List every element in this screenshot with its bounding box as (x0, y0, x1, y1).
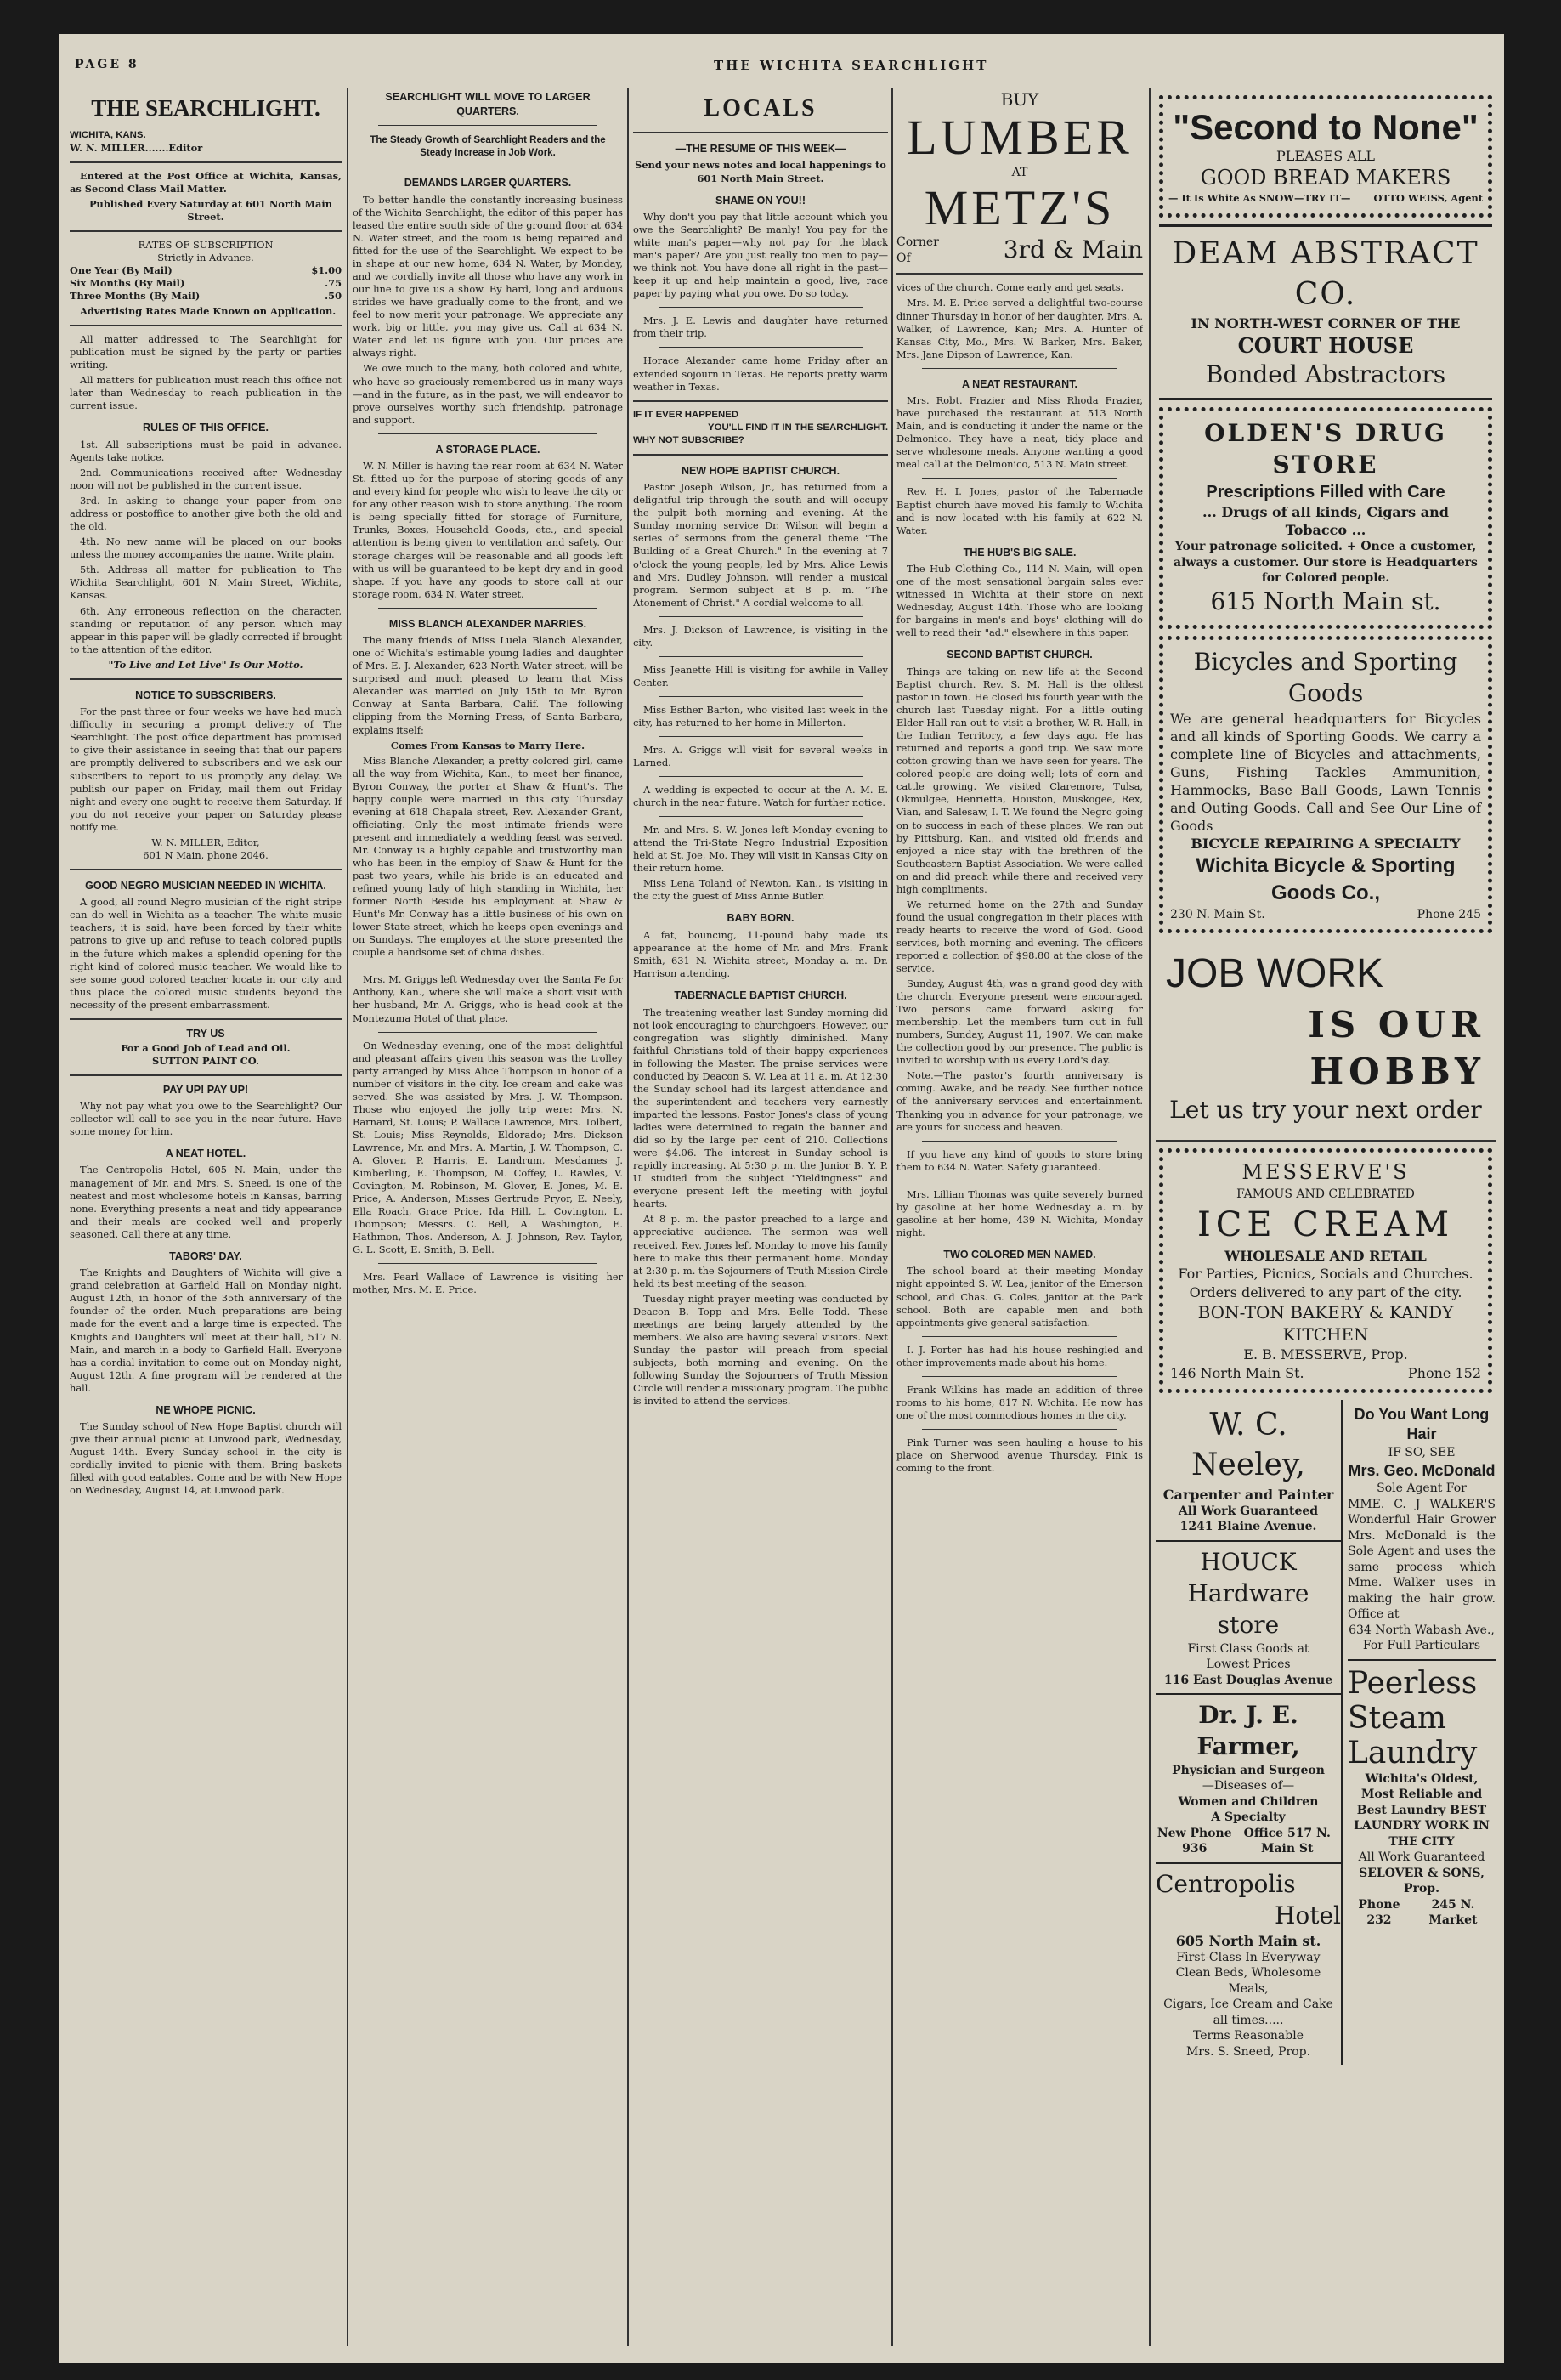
local-item: Rev. H. I. Jones, pastor of the Tabernacle Baptist church have moved his family to Wichita and is now located with his family at 622 N. Water. (896, 485, 1143, 536)
marries-body: The many friends of Miss Luela Blanch Alexander, one of Wichita's estimable young ladies and daughter of Mrs. E. J. Alexander, 623 North Water street, will be surprised and much pleased to learn that Miss Alexander was married on July 15th to Mr. Byron Conway at Santa Barbara, Calif. The following clipping from the Morning Press, of Santa Barbara, explains itself: (353, 634, 623, 736)
second-none: "Second to None" (1173, 107, 1479, 147)
peerless-addr: 245 N. Market (1428, 1897, 1478, 1927)
local-item: If you have any kind of goods to store bring them to 634 N. Water. Safety guaranteed. (896, 1148, 1143, 1173)
mess-prop: E. B. MESSERVE, Prop. (1243, 1346, 1408, 1363)
column-4 (896, 88, 1143, 2346)
divider (70, 230, 342, 232)
bike-addr: 230 N. Main St. (1170, 907, 1265, 921)
born-title: BABY BORN. (727, 912, 795, 925)
lumber-loc: 3rd & Main (1003, 235, 1143, 264)
demands-body: To better handle the constantly increasing business of the Wichita Searchlight, the editor of this paper has leased the entire south side of the ground floor at 634 N. Water street, and the room is being repaired and fitted for the use of the Searchlight. We expect to be in shape at our new home, 634 N. Water, by Monday, and we cordially invite all those who have any work in our line to give us a show. By hard, long and arduous strides we have gradually come to the front, and we feel to now merit your patronage. We appreciate any work, big or little, you may give us. Call at 634 N. Water and let us figure with you. Our prices are always right. (353, 193, 623, 360)
musician-title: GOOD NEGRO MUSICIAN NEEDED IN WICHITA. (85, 879, 326, 892)
newhope-title: NEW HOPE BAPTIST CHURCH. (681, 464, 840, 477)
divider (922, 1141, 1117, 1142)
lumber-word: LUMBER (907, 110, 1133, 166)
farmer-title: Physician and Surgeon (1172, 1763, 1325, 1777)
divider (378, 1263, 597, 1264)
divider (70, 162, 342, 163)
centro-cigars: Cigars, Ice Cream and Cake (1163, 1998, 1333, 2012)
bike-foot (1170, 907, 1481, 922)
local-item: Mrs. M. E. Price served a delightful two-course dinner Thursday in honor of her daughter, Mrs. A. Walker, of Lawrence, Kan; Mrs. A. Hunter of Kansas City, Mo., Mrs. W. Barker, Mrs. Baker, Mrs. Jane Dipson of Lawrence, Kan. (896, 297, 1143, 360)
farmer-office: Office 517 N. Main St (1243, 1826, 1331, 1856)
local-item: Mrs. Lillian Thomas was quite severely burned by gasoline at her home Wednesday a. m. by gasoline at her home, 439 N. Wichita, Monday night. (896, 1187, 1143, 1238)
ifever-1: IF IT EVER HAPPENED (633, 409, 739, 420)
bike-repair: BICYCLE REPAIRING A SPECIALTY (1191, 836, 1461, 853)
hair-body: MME. C. J WALKER'S Wonderful Hair Grower Mrs. McDonald is the Sole Agent and uses the same process which Mme. Walker uses in making the hair grow. Office at (1348, 1497, 1496, 1622)
bottom-ads-left (1156, 1400, 1343, 2065)
farmer-dis: —Diseases of— (1202, 1779, 1295, 1794)
second-body-2: We returned home on the 27th and Sunday found the usual congregation in their places with ready hearts to receive the word of God. Good services, both morning and evening. The officers reported a collection of $98.80 at the close of the service. (896, 898, 1143, 975)
second-body-4: Note.—The pastor's fourth anniversary is coming. Awake, and be ready. See further notice of the anniversary services and entertainment. Thanking you in advance for your patronage, we are yours for success and heaven. (896, 1069, 1143, 1133)
mess-bonton: BON-TON BAKERY & KANDY KITCHEN (1197, 1301, 1454, 1346)
rates-title: RATES OF SUBSCRIPTION (138, 238, 274, 251)
houck-goods: First Class Goods at (1187, 1641, 1309, 1656)
farmer-spec: A Specialty (1211, 1810, 1286, 1825)
neeley-trade: Carpenter and Painter (1162, 1486, 1334, 1503)
notice-sign: W. N. MILLER, Editor, (151, 836, 260, 848)
rule-item: 3rd. In asking to change your paper from one address or postoffice to another give both the old and the old. (70, 495, 342, 533)
payup-title: PAY UP! PAY UP! (162, 1084, 249, 1096)
lumber-location (896, 235, 1143, 266)
neeley-guar: All Work Guaranteed (1178, 1504, 1319, 1518)
marries-body-2: Miss Blanche Alexander, a pretty colored girl, came all the way from Wichita, Kan., to meet her finance, Byron Conway, the porter at Shaw & Hunt's. The happy couple were married in this city Thursday evening at 618 Chapala street, Rev. Alexander Grant, officiating. Only the most intimate friends were present and immediately a wedding feast was served. Mr. Conway is a highly capable and trustworthy man who has been in the employ of Shaw & Hunt for the past two years, while his bride is an educated and refined young lady of high standing in Wichita, her former North Beside his employment at Shaw & Hunt's Mr. Conway has a little business of his own on lower State street, which he keeps open evenings and on Sundays. The employes at the store presented the couple a handsome set of china dishes. (353, 754, 623, 959)
mess-whole: WHOLESALE AND RETAIL (1224, 1248, 1427, 1265)
peerless-3: Laundry (1348, 1736, 1478, 1771)
mess-ice: ICE CREAM (1196, 1204, 1455, 1244)
rule-item: 5th. Address all matter for publication to The Wichita Searchlight, 601 N. Main Street, Wichita, Kansas. (70, 564, 342, 602)
send-news: Send your news notes and local happenings to 601 North Main Street. (635, 159, 886, 184)
divider (70, 325, 342, 326)
centropolis-ad (1156, 1864, 1341, 2065)
divider (1156, 1140, 1496, 1142)
divider (659, 307, 863, 308)
olden-addr: 615 North Main st. (1210, 586, 1441, 615)
storage-body: W. N. Miller is having the rear room at 634 N. Water St. fitted up for the purpose of storing goods of any and every kind for people who wish to leave the city or for any other reason wish to store anything. The room is being specially fitted for storage of Furniture, Trunks, Boxes, Household Goods, etc., and special attention is being given to ventilation and safety. Our storage charges will be reasonable and all goods left with us will be guaranteed to be kept dry and in good shape. If you have any goods to store call at our storage room, 634 N. Water street. (353, 460, 623, 600)
picnic-title: NE WHOPE PICNIC. (156, 1403, 256, 1416)
hub-body: The Hub Clothing Co., 114 N. Main, will open one of the most sensational bargain sales ever witnessed in Wichita at their store on next Wednesday, August 14th. Those who are looking for bargains in men's and boys' clothing will do well to read their "ad." elsewhere in this paper. (896, 563, 1143, 639)
bottom-ads-right (1343, 1400, 1496, 2065)
local-item: A wedding is expected to occur at the A. M. E. church in the near future. Watch for further notice. (633, 784, 888, 809)
editor-line: W. N. MILLER.......Editor (70, 141, 203, 154)
rules-title: RULES OF THIS OFFICE. (143, 422, 269, 434)
lumber-ad (896, 88, 1143, 266)
divider (896, 273, 1143, 275)
divider (922, 1336, 1117, 1337)
rest-body: Mrs. Robt. Frazier and Miss Rhoda Frazier, have purchased the restaurant at 513 North Main, and is conducting it under the name or the Delmonico. They have a neat, tidy place and serve wholesome meals. Anyone wanting a good meal call at the Delmonico, 513 N. Main street. (896, 394, 1143, 471)
divider (922, 1429, 1117, 1430)
peerless-phone: Phone 232 (1358, 1897, 1400, 1927)
farmer-name: Dr. J. E. Farmer, (1196, 1701, 1300, 1760)
deam-ad (1159, 224, 1492, 400)
olden-ad (1159, 407, 1492, 629)
move-sub: The Steady Growth of Searchlight Readers and the Steady Increase in Job Work. (370, 135, 606, 159)
job-3: Let us try your next order (1169, 1096, 1482, 1125)
page-label: PAGE 8 (75, 58, 139, 71)
houck-prices: Lowest Prices (1206, 1658, 1291, 1672)
sutton-name: SUTTON PAINT CO. (151, 1055, 260, 1068)
griggs-item: Mrs. M. Griggs left Wednesday over the Santa Fe for Anthony, Kan., where she will make a short visit with her husband, Mr. A. Griggs, who is head cook at the Montezuma Hotel of that place. (353, 973, 623, 1024)
divider (378, 608, 597, 609)
farmer-women: Women and Children (1178, 1794, 1319, 1809)
divider (659, 347, 863, 348)
peerless-body: Wichita's Oldest, Most Reliable and Best Laundry BEST LAUNDRY WORK IN THE CITY (1354, 1771, 1490, 1849)
rates-list (70, 264, 342, 303)
local-item: Horace Alexander came home Friday after an extended sojourn in Texas. He reports pretty warm weather in Texas. (633, 354, 888, 393)
job-1: JOB WORK (1166, 951, 1384, 997)
wallace-item: Mrs. Pearl Wallace of Lawrence is visiting her mother, Mrs. M. E. Price. (353, 1271, 623, 1296)
rate-row: Six Months (By Mail) .75 (70, 277, 342, 290)
centro-name1: Centropolis (1156, 1869, 1296, 1898)
mess-famous: FAMOUS AND CELEBRATED (1236, 1187, 1415, 1202)
bread-ad (1159, 95, 1492, 218)
job-2: IS OUR HOBBY (1308, 1003, 1485, 1093)
farmer-ad (1156, 1695, 1341, 1864)
centro-prop: Mrs. S. Sneed, Prop. (1185, 2044, 1311, 2059)
mess-orders: Orders delivered to any part of the city. (1189, 1284, 1462, 1300)
tab-title: TABERNACLE BAPTIST CHURCH. (674, 989, 847, 1002)
deam-bonded: Bonded Abstractors (1205, 360, 1446, 388)
newspaper-name: THE WICHITA SEARCHLIGHT (714, 58, 989, 73)
newhope-body: Pastor Joseph Wilson, Jr., has returned from a delightful trip through the south and will occupy the pulpit both morning and evening. At the Sunday morning service Dr. Wilson will begin a series of sermons from the general theme "The Building of a Great Church." In the evening at 7 o'clock the young people, led by Mrs. Alice Lewis and Mrs. Dudley Johnson, will render a musical program. Sermon subject at 8 p. m. "The Atonement of Christ." A cordial welcome to all. (633, 481, 888, 609)
local-item: Frank Wilkins has made an addition of three rooms to his home, 817 N. Wichita. He now has one of the most commodious homes in the city. (896, 1383, 1143, 1421)
mess-phone: Phone 152 (1407, 1364, 1481, 1381)
column-rule (347, 88, 348, 2346)
entered-note: Entered at the Post Office at Wichita, Kansas, as Second Class Mail Matter. (70, 169, 342, 195)
lumber-buy: BUY (1000, 89, 1039, 110)
houck-ad (1156, 1542, 1341, 1695)
rate-row: One Year (By Mail) $1.00 (70, 264, 342, 276)
peerless-guar: All Work Guaranteed (1358, 1850, 1485, 1865)
shame-title: SHAME ON YOU!! (715, 194, 806, 207)
tab-body-2: At 8 p. m. the pastor preached to a large and appreciative audience. The sermon was well received. Rev. Jones left Monday to move his family here to make this their permanent home. Monday at 2:30 p. m. the Sojourners of Truth Mission Circle held its best meeting of the season. (633, 1213, 888, 1289)
motto: "To Live and Let Live" Is Our Motto. (108, 658, 303, 671)
second-body: Things are taking on new life at the Second Baptist church. Rev. S. M. Hall is the oldest pastor in town. He closed his fourth year with the church last Tuesday night. For a little outing Elder Hall ran out to visit a brother, W. R. Hall, in the Indian Territory, a few days ago. He has returned and reports a good trip. We saw more cotton growing than we have seen for years. The colored people are doing well; lots of corn and cattle growing. We visited Claremore, Tulsa, Okmulgee, Henrietta, Houston, Muskogee, Rex, Vian, and Salesaw, I. T. We found the Negro going on to success in each of these places. We ran out by Pittsburg, Kan., and visited old friends and enjoyed a nice stay with the brethren of the Southeastern Baptist Association. We were called on and did preach while there and received very high compliments. (896, 665, 1143, 895)
tabors-body: The Knights and Daughters of Wichita will give a grand celebration at Garfield Hall on Monday night, August 12th, in honor of the 35th anniversary of the founder of the order. Much preparations are being made for the event and a large time is expected. The Knights and Daughters will meet at their hall, 517 N. Main, and march in a body to Garfield Hall. Everyone has a cordial invitation to come out on Monday night, August 12th. A fine program will be rendered at the hall. (70, 1266, 342, 1394)
local-item: Miss Lena Toland of Newton, Kan., is visiting in the city the guest of Miss Annie Butler. (633, 877, 888, 903)
party-item: On Wednesday evening, one of the most delightful and pleasant affairs given this season was the trolley party arranged by Miss Alice Thompson in honor of a number of visitors in the city. Ice cream and cake was served. She was assisted by Mrs. J. W. Thompson. Those who enjoyed the jolly trip were: Mrs. N. Barnard, St. Louis; P. Wallace Lawrence, Mrs. Tolbert, St. Louis; Miss Reynolds, Eldorado; Mrs. Dickson Lawrence, Mr. and Mrs. A. Martin, J. W. Thompson, C. A. Glover, P. Harris, E. Landrum, Mesdames J. Kimberling, E. Thompson, M. Coffey, L. Rawles, V. Covington, M. Robinson, M. Glover, E. Jones, M. E. Price, A. Anderson, Misses Gertrude Pryor, E. Neely, Ella Roach, Grace Price, Ida Hill, L. Covington, L. Thompson; Messrs. C. Bell, A. Washington, E. Hathmon, Thos. Anderson, A. J. Johnson, Rev. Taylor, G. L. Scott, E. Smith, B. Bell. (353, 1039, 623, 1256)
mess-addr: 146 North Main St. (1170, 1364, 1304, 1381)
column-ads (1156, 88, 1496, 2346)
olden-rx: Prescriptions Filled with Care (1206, 482, 1445, 502)
farmer-phone: New Phone 936 (1157, 1826, 1232, 1856)
address-note: All matter addressed to The Searchlight for publication must be signed by the party or parties writing. (70, 333, 342, 371)
divider (70, 869, 342, 870)
houck-addr: 116 East Douglas Avenue (1163, 1673, 1333, 1687)
centro-terms: Terms Reasonable (1192, 2029, 1304, 2043)
divider (659, 656, 863, 657)
bread-makers: GOOD BREAD MAKERS (1200, 166, 1451, 190)
tab-body-3: Tuesday night prayer meeting was conducted by Deacon B. Topp and Mrs. Belle Todd. These meetings are being largely attended by the members. We also are having several visitors. Next Sunday the pastor will preach from special subjects, both morning and evening. On the following Sunday the Sojourners of Truth Mission Circle will render a missionary program. The public is invited to attend the services. (633, 1292, 888, 1408)
divider (922, 1376, 1117, 1377)
sutton-title: TRY US (186, 1027, 225, 1040)
mess-foot (1170, 1364, 1481, 1382)
advertising-note: Advertising Rates Made Known on Application. (80, 305, 337, 318)
hair-sole: Sole Agent For (1377, 1482, 1467, 1496)
divider (70, 1018, 342, 1020)
centro-first: First-Class In Everyway (1176, 1950, 1321, 1964)
jobwork-ad (1159, 940, 1492, 1133)
notice-title: NOTICE TO SUBSCRIBERS. (135, 688, 276, 701)
centro-name2: Hotel (1274, 1901, 1341, 1930)
notice-addr: 601 N Main, phone 2046. (143, 848, 269, 861)
divider (70, 678, 342, 680)
column-rule (627, 88, 629, 2346)
divider (378, 125, 597, 126)
bottom-ads (1156, 1400, 1496, 2065)
ifever-3: WHY NOT SUBSCRIBE? (633, 434, 744, 445)
tabors-title: TABORS' DAY. (169, 1250, 242, 1262)
divider (659, 736, 863, 737)
local-item: Miss Jeanette Hill is visiting for awhile in Valley Center. (633, 663, 888, 688)
bike-phone: Phone 245 (1417, 907, 1481, 921)
born-body: A fat, bouncing, 11-pound baby made its appearance at the home of Mr. and Mrs. Frank Smith, 631 N. Wichita street, Monday a. m. Dr. Harrison attending. (633, 928, 888, 980)
divider (659, 696, 863, 697)
column-2 (353, 88, 623, 2346)
hair-ifso: IF SO, SEE (1388, 1446, 1456, 1460)
bike-title: Bicycles and Sporting Goods (1193, 647, 1458, 707)
divider (922, 368, 1117, 369)
rule-item: 1st. All subscriptions must be paid in advance. Agents take notice. (70, 438, 342, 464)
peerless-sons: SELOVER & SONS, Prop. (1359, 1866, 1485, 1896)
divider (633, 400, 888, 402)
olden-drugs: ... Drugs of all kinds, Cigars and Tobacco ... (1202, 504, 1449, 539)
move-title: SEARCHLIGHT WILL MOVE TO LARGER QUARTERS. (385, 91, 591, 117)
hair-addr: 634 North Wabash Ave., (1349, 1623, 1495, 1637)
rates-sub: Strictly in Advance. (157, 251, 254, 264)
second-body-3: Sunday, August 4th, was a grand good day with the church. Everyone present were encouraged. Two persons came forward asking for membership. Let the members turn out in full numbers, Sunday, August 11, 1907. We can make the collection good by our presence. The public is invited to worship with us every Lord's day. (896, 978, 1143, 1067)
houck-name: HOUCK (1200, 1547, 1297, 1576)
peerless-ad (1348, 1661, 1496, 1934)
hotel-body: The Centropolis Hotel, 605 N. Main, under the management of Mr. and Mrs. S. Sneed, is one of the neatest and most wholesome hotels in Kansas, barring none. Everything presents a neat and tidy appearance and their meals are cooked well and properly seasoned. Call there at any time. (70, 1164, 342, 1240)
divider (633, 454, 888, 456)
white-snow: — It Is White As SNOW—TRY IT— (1168, 191, 1351, 204)
bike-body: We are general headquarters for Bicycles and all kinds of Sporting Goods. We carry a complete line of Bicycles and attachments, Guns, Fishing Tackles Ammunition, Hammocks, Base Ball Goods, Lawn Tennis and Outing Goods. Call and See Our Line of Goods (1170, 710, 1481, 835)
centro-all: all times..... (1213, 2013, 1284, 2027)
bread-foot (1168, 192, 1483, 205)
place: WICHITA, KANS. (70, 129, 146, 140)
hair-title: Do You Want Long Hair (1354, 1405, 1490, 1443)
lumber-corner: Corner Of (896, 235, 939, 265)
messerve-ad (1159, 1148, 1492, 1392)
peerless-2: Steam (1348, 1700, 1447, 1736)
local-item: Mrs. J. Dickson of Lawrence, is visiting in the city. (633, 623, 888, 649)
column-rule (891, 88, 893, 2346)
neeley-name: W. C. Neeley, (1191, 1407, 1305, 1483)
local-item: vices of the church. Come early and get seats. (896, 281, 1124, 294)
sutton-sub: For a Good Job of Lead and Oil. (121, 1042, 291, 1055)
hotel-title: A NEAT HOTEL. (165, 1147, 246, 1159)
lumber-metz: METZ'S (924, 179, 1116, 235)
tab-body: The treatening weather last Sunday morning did not look encouraging to churchgoers. However, our congregation was slightly diminished. Many faithful Christians told of their happy experiences in following the Master. The praise services were conducted by Deacon S. W. Lea at 11 a. m. At 12:30 the Sunday school had its largest attendance and the superintendent and teachers very earnestly imparted the lessons. Pastor Jones's class of young ladies were determined to regain the banner and did so by the large per cent of 210. Collections were $4.06. The interest in Sunday school is rapidly increasing. At 5:30 p. m. the Junior B. Y. P. U. studied from the subject "Yieldingness" and everyone present left the meeting with joyful hearts. (633, 1006, 888, 1210)
bike-co: Wichita Bicycle & Sporting Goods Co., (1196, 854, 1456, 905)
olden-patronage: Your patronage solicited. + Once a customer, always a customer. Our store is Headquarters for Colored people. (1174, 540, 1478, 586)
local-item: Mr. and Mrs. S. W. Jones left Monday evening to attend the Tri-State Negro Industrial Exposition held at St. Joe, Mo. They will visit in Kansas City on their return home. (633, 824, 888, 875)
divider (659, 816, 863, 817)
storage-title: A STORAGE PLACE. (435, 443, 540, 456)
centro-beds: Clean Beds, Wholesome Meals, (1175, 1966, 1321, 1996)
centro-addr: 605 North Main st. (1175, 1932, 1321, 1949)
second-title: SECOND BAPTIST CHURCH. (947, 649, 1093, 661)
notice-body: For the past three or four weeks we have had much difficulty in securing a prompt delivery of The Searchlight. The post office department has promised to give their assistance in seeing that that our papers are promptly delivered to subscribers and we ask our subscribers to report to us promptly any delay. We publish our paper on Friday, mail them out Friday night and every one ought to receive them Saturday. If you do not receive your paper on Saturday please notify me. (70, 706, 342, 833)
lumber-at: AT (1011, 166, 1028, 180)
rate-row: Three Months (By Mail) .50 (70, 290, 342, 303)
divider (633, 132, 888, 133)
peerless-1: Peerless (1348, 1665, 1478, 1701)
column-1 (70, 88, 342, 2346)
marries-title: MISS BLANCH ALEXANDER MARRIES. (388, 617, 587, 630)
divider (70, 1074, 342, 1076)
bicycle-ad (1159, 636, 1492, 934)
divider (922, 1181, 1117, 1182)
neeley-ad (1156, 1400, 1341, 1542)
published-note: Published Every Saturday at 601 North Main Street. (88, 197, 333, 223)
neeley-addr: 1241 Blaine Avenue. (1179, 1520, 1317, 1534)
deadline-note: All matters for publication must reach this office not later than Wednesday to reach publication in the current issue. (70, 374, 342, 412)
rest-title: A NEAT RESTAURANT. (962, 377, 1077, 390)
deam-loc: IN NORTH-WEST CORNER OF THE (1191, 315, 1461, 332)
rule-item: 2nd. Communications received after Wednesday noon will not be published in the current issue. (70, 467, 342, 492)
mess-for: For Parties, Picnics, Socials and Churches. (1178, 1266, 1473, 1283)
hub-title: THE HUB'S BIG SALE. (963, 546, 1077, 558)
paper-title: THE SEARCHLIGHT. (91, 95, 320, 121)
musician-body: A good, all round Negro musician of the right stripe can do well in Wichita as a teacher. The white music teachers, it is said, have been forced by their white patrons to give up and refuse to teach colored pupils in the future which makes a splendid opening for the right kind of colored music teacher. We would like to see some good colored teacher locate in our city and thus place the colored music students beyond the necessity of the present embarrassment. (70, 896, 342, 1011)
local-item: Mrs. A. Griggs will visit for several weeks in Larned. (633, 744, 888, 769)
local-item: Mrs. J. E. Lewis and daughter have returned from their trip. (633, 314, 888, 340)
olden-name: OLDEN'S DRUG STORE (1204, 418, 1447, 479)
deam-court: COURT HOUSE (1237, 333, 1414, 359)
divider (378, 1032, 597, 1033)
pleases: PLEASES ALL (1275, 148, 1376, 165)
divider (922, 478, 1117, 479)
divider (659, 776, 863, 777)
deam-name: DEAM ABSTRACT CO. (1172, 236, 1479, 312)
marries-sub: Comes From Kansas to Marry Here. (390, 739, 585, 751)
mess-name: MESSERVE'S (1241, 1160, 1410, 1185)
local-item: Miss Esther Barton, who visited last week in the city, has returned to her home in Millerton. (633, 703, 888, 728)
resume-line: —THE RESUME OF THIS WEEK— (675, 142, 846, 155)
hair-full: For Full Particulars (1362, 1639, 1481, 1653)
houck-store: Hardware store (1187, 1578, 1309, 1639)
hair-ad (1348, 1400, 1496, 1661)
masthead (68, 49, 1496, 83)
payup-body: Why not pay what you owe to the Searchlight? Our collector will call to see you in the near future. Have some money for him. (70, 1099, 342, 1137)
otto: OTTO WEISS, Agent (1373, 191, 1483, 204)
shame-body: Why don't you pay that little account which you owe the Searchlight? Be manly! You pay for the white man's paper—why not pay for the black man's paper? Are you just really too men to pay—we think not. You have done all right in the past—keep it up and help maintain a good, live, race paper by paying what you owe. Do so today. (633, 211, 888, 300)
locals-title: LOCALS (704, 95, 817, 122)
newspaper-page (59, 34, 1504, 2363)
two-title: TWO COLORED MEN NAMED. (943, 1248, 1096, 1261)
farmer-foot (1156, 1826, 1341, 1857)
column-3 (633, 88, 888, 2346)
picnic-body: The Sunday school of New Hope Baptist church will give their annual picnic at Linwood park, Wednesday, August 14th. Every Sunday school in the city is cordially invited to picnic with them. Bring baskets filled with good eatables. Come and be with New Hope on Wednesday, August 14, at Linwood park. (70, 1420, 342, 1497)
demands-body-2: We owe much to the many, both colored and white, who have so graciously remembered us in many ways—and in the future, as in the past, we will endeavor to prove ourselves worthy such friendship, patronage and support. (353, 362, 623, 426)
rule-item: 4th. No new name will be placed on our books unless the money accompanies the name. Write plain. (70, 536, 342, 561)
local-item: Pink Turner was seen hauling a house to his place on Sherwood avenue Thursday. Pink is coming to the front. (896, 1436, 1143, 1474)
rule-item: 6th. Any erroneous reflection on the character, standing or reputation of any person which may appear in this paper will be gladly corrected if brought to the attention of the editor. (70, 604, 342, 655)
demands-title: DEMANDS LARGER QUARTERS. (404, 177, 572, 190)
column-rule (1149, 88, 1151, 2346)
peerless-foot (1348, 1897, 1496, 1929)
divider (659, 616, 863, 617)
hair-name: Mrs. Geo. McDonald (1348, 1461, 1496, 1479)
two-body: The school board at their meeting Monday night appointed S. W. Lea, janitor of the Emerson school, and Chas. G. Coles, janitor at the Park school. Both are capable men and both appointments give general satisfaction. (896, 1265, 1143, 1329)
local-item: I. J. Porter has had his house reshingled and other improvements made about his home. (896, 1343, 1143, 1368)
ifever-2: YOU'LL FIND IT IN THE SEARCHLIGHT. (708, 422, 888, 433)
